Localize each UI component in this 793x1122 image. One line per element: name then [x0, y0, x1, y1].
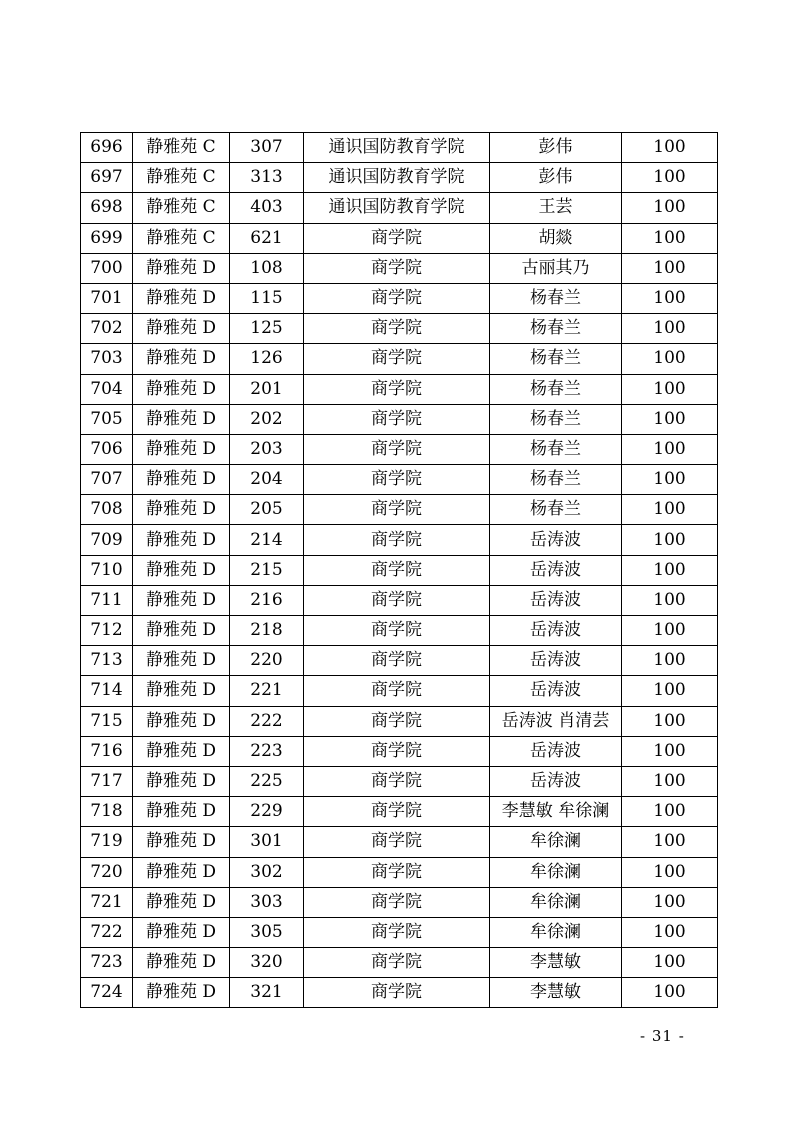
building-cell: 静雅苑 D: [133, 616, 230, 646]
table-row: [81, 465, 718, 495]
building-cell: 静雅苑 D: [133, 948, 230, 978]
school-cell: 商学院: [304, 797, 490, 827]
table-row: [81, 163, 718, 193]
table-row: [81, 616, 718, 646]
row-number-cell: 715: [81, 706, 133, 736]
person-in-charge-cell: 岳涛波 肖清芸: [490, 706, 622, 736]
table-row: [81, 857, 718, 887]
room-number-cell: 301: [230, 827, 304, 857]
school-cell: 商学院: [304, 616, 490, 646]
table-row: [81, 917, 718, 947]
building-cell: 静雅苑 D: [133, 314, 230, 344]
score-cell: 100: [622, 253, 718, 283]
score-cell: 100: [622, 978, 718, 1008]
building-cell: 静雅苑 C: [133, 193, 230, 223]
table-row: [81, 646, 718, 676]
school-cell: 商学院: [304, 827, 490, 857]
row-number-cell: 706: [81, 434, 133, 464]
room-number-cell: 220: [230, 646, 304, 676]
room-number-cell: 204: [230, 465, 304, 495]
person-in-charge-cell: 岳涛波: [490, 616, 622, 646]
table-row: [81, 314, 718, 344]
building-cell: 静雅苑 D: [133, 434, 230, 464]
row-number-cell: 699: [81, 223, 133, 253]
school-cell: 商学院: [304, 253, 490, 283]
school-cell: 商学院: [304, 434, 490, 464]
table-row: [81, 495, 718, 525]
school-cell: 商学院: [304, 344, 490, 374]
score-cell: 100: [622, 344, 718, 374]
room-number-cell: 305: [230, 917, 304, 947]
score-cell: 100: [622, 917, 718, 947]
building-cell: 静雅苑 D: [133, 736, 230, 766]
row-number-cell: 712: [81, 616, 133, 646]
score-cell: 100: [622, 465, 718, 495]
person-in-charge-cell: 杨春兰: [490, 344, 622, 374]
table-row: [81, 525, 718, 555]
table-row: [81, 797, 718, 827]
school-cell: 商学院: [304, 495, 490, 525]
room-number-cell: 214: [230, 525, 304, 555]
score-cell: 100: [622, 283, 718, 313]
person-in-charge-cell: 岳涛波: [490, 736, 622, 766]
row-number-cell: 702: [81, 314, 133, 344]
room-number-cell: 303: [230, 887, 304, 917]
score-cell: 100: [622, 646, 718, 676]
row-number-cell: 714: [81, 676, 133, 706]
row-number-cell: 716: [81, 736, 133, 766]
row-number-cell: 696: [81, 133, 133, 163]
building-cell: 静雅苑 D: [133, 676, 230, 706]
person-in-charge-cell: 杨春兰: [490, 374, 622, 404]
table-row: [81, 223, 718, 253]
score-cell: 100: [622, 857, 718, 887]
score-cell: 100: [622, 948, 718, 978]
score-cell: 100: [622, 616, 718, 646]
person-in-charge-cell: 王芸: [490, 193, 622, 223]
person-in-charge-cell: 杨春兰: [490, 314, 622, 344]
room-number-cell: 307: [230, 133, 304, 163]
building-cell: 静雅苑 D: [133, 827, 230, 857]
row-number-cell: 721: [81, 887, 133, 917]
score-cell: 100: [622, 887, 718, 917]
school-cell: 商学院: [304, 948, 490, 978]
room-number-cell: 218: [230, 616, 304, 646]
building-cell: 静雅苑 C: [133, 223, 230, 253]
person-in-charge-cell: 李慧敏: [490, 978, 622, 1008]
row-number-cell: 719: [81, 827, 133, 857]
table-row: [81, 948, 718, 978]
room-number-cell: 621: [230, 223, 304, 253]
person-in-charge-cell: 杨春兰: [490, 434, 622, 464]
row-number-cell: 720: [81, 857, 133, 887]
school-cell: 商学院: [304, 766, 490, 796]
person-in-charge-cell: 杨春兰: [490, 404, 622, 434]
room-number-cell: 203: [230, 434, 304, 464]
person-in-charge-cell: 牟徐澜: [490, 827, 622, 857]
table-row: [81, 434, 718, 464]
row-number-cell: 704: [81, 374, 133, 404]
school-cell: 商学院: [304, 465, 490, 495]
building-cell: 静雅苑 D: [133, 555, 230, 585]
person-in-charge-cell: 李慧敏: [490, 948, 622, 978]
building-cell: 静雅苑 D: [133, 978, 230, 1008]
person-in-charge-cell: 胡燚: [490, 223, 622, 253]
building-cell: 静雅苑 D: [133, 797, 230, 827]
person-in-charge-cell: 古丽其乃: [490, 253, 622, 283]
table-row: [81, 827, 718, 857]
row-number-cell: 724: [81, 978, 133, 1008]
room-number-cell: 302: [230, 857, 304, 887]
school-cell: 商学院: [304, 706, 490, 736]
room-number-cell: 115: [230, 283, 304, 313]
score-cell: 100: [622, 555, 718, 585]
row-number-cell: 717: [81, 766, 133, 796]
person-in-charge-cell: 牟徐澜: [490, 887, 622, 917]
person-in-charge-cell: 岳涛波: [490, 676, 622, 706]
building-cell: 静雅苑 D: [133, 917, 230, 947]
school-cell: 商学院: [304, 857, 490, 887]
school-cell: 商学院: [304, 676, 490, 706]
room-number-cell: 403: [230, 193, 304, 223]
score-cell: 100: [622, 495, 718, 525]
person-in-charge-cell: 李慧敏 牟徐澜: [490, 797, 622, 827]
row-number-cell: 697: [81, 163, 133, 193]
row-number-cell: 718: [81, 797, 133, 827]
score-cell: 100: [622, 163, 718, 193]
score-cell: 100: [622, 434, 718, 464]
person-in-charge-cell: 牟徐澜: [490, 917, 622, 947]
school-cell: 商学院: [304, 374, 490, 404]
room-number-cell: 313: [230, 163, 304, 193]
school-cell: 商学院: [304, 736, 490, 766]
table-row: [81, 555, 718, 585]
school-cell: 商学院: [304, 555, 490, 585]
dormitory-score-table: [80, 132, 718, 1008]
building-cell: 静雅苑 D: [133, 585, 230, 615]
person-in-charge-cell: 彭伟: [490, 133, 622, 163]
building-cell: 静雅苑 D: [133, 465, 230, 495]
score-cell: 100: [622, 525, 718, 555]
row-number-cell: 703: [81, 344, 133, 374]
score-cell: 100: [622, 797, 718, 827]
person-in-charge-cell: 岳涛波: [490, 766, 622, 796]
school-cell: 商学院: [304, 223, 490, 253]
table-row: [81, 676, 718, 706]
school-cell: 商学院: [304, 646, 490, 676]
row-number-cell: 709: [81, 525, 133, 555]
table-row: [81, 978, 718, 1008]
room-number-cell: 221: [230, 676, 304, 706]
school-cell: 商学院: [304, 917, 490, 947]
table-row: [81, 253, 718, 283]
school-cell: 商学院: [304, 887, 490, 917]
table-row: [81, 404, 718, 434]
building-cell: 静雅苑 D: [133, 283, 230, 313]
row-number-cell: 698: [81, 193, 133, 223]
building-cell: 静雅苑 D: [133, 495, 230, 525]
table-row: [81, 766, 718, 796]
person-in-charge-cell: 岳涛波: [490, 646, 622, 676]
school-cell: 通识国防教育学院: [304, 133, 490, 163]
room-number-cell: 229: [230, 797, 304, 827]
score-cell: 100: [622, 314, 718, 344]
table-row: [81, 887, 718, 917]
score-cell: 100: [622, 736, 718, 766]
score-cell: 100: [622, 706, 718, 736]
school-cell: 商学院: [304, 978, 490, 1008]
school-cell: 商学院: [304, 585, 490, 615]
table-row: [81, 736, 718, 766]
building-cell: 静雅苑 C: [133, 133, 230, 163]
score-cell: 100: [622, 193, 718, 223]
room-number-cell: 108: [230, 253, 304, 283]
person-in-charge-cell: 杨春兰: [490, 283, 622, 313]
room-number-cell: 223: [230, 736, 304, 766]
page-number: - 31 -: [640, 1027, 685, 1045]
table-row: [81, 706, 718, 736]
person-in-charge-cell: 岳涛波: [490, 555, 622, 585]
building-cell: 静雅苑 D: [133, 374, 230, 404]
room-number-cell: 125: [230, 314, 304, 344]
row-number-cell: 708: [81, 495, 133, 525]
score-cell: 100: [622, 676, 718, 706]
row-number-cell: 705: [81, 404, 133, 434]
building-cell: 静雅苑 D: [133, 404, 230, 434]
row-number-cell: 711: [81, 585, 133, 615]
room-number-cell: 225: [230, 766, 304, 796]
building-cell: 静雅苑 D: [133, 525, 230, 555]
school-cell: 商学院: [304, 525, 490, 555]
school-cell: 商学院: [304, 314, 490, 344]
row-number-cell: 710: [81, 555, 133, 585]
school-cell: 商学院: [304, 404, 490, 434]
score-cell: 100: [622, 404, 718, 434]
table-row: [81, 374, 718, 404]
building-cell: 静雅苑 C: [133, 163, 230, 193]
row-number-cell: 722: [81, 917, 133, 947]
row-number-cell: 713: [81, 646, 133, 676]
room-number-cell: 222: [230, 706, 304, 736]
row-number-cell: 701: [81, 283, 133, 313]
room-number-cell: 321: [230, 978, 304, 1008]
table-row: [81, 133, 718, 163]
building-cell: 静雅苑 D: [133, 344, 230, 374]
table-row: [81, 344, 718, 374]
person-in-charge-cell: 岳涛波: [490, 525, 622, 555]
building-cell: 静雅苑 D: [133, 253, 230, 283]
room-number-cell: 216: [230, 585, 304, 615]
person-in-charge-cell: 牟徐澜: [490, 857, 622, 887]
building-cell: 静雅苑 D: [133, 646, 230, 676]
building-cell: 静雅苑 D: [133, 706, 230, 736]
room-number-cell: 126: [230, 344, 304, 374]
room-number-cell: 201: [230, 374, 304, 404]
person-in-charge-cell: 杨春兰: [490, 495, 622, 525]
table-body: [81, 133, 718, 1008]
school-cell: 商学院: [304, 283, 490, 313]
school-cell: 通识国防教育学院: [304, 193, 490, 223]
table-row: [81, 283, 718, 313]
building-cell: 静雅苑 D: [133, 857, 230, 887]
score-cell: 100: [622, 374, 718, 404]
room-number-cell: 320: [230, 948, 304, 978]
person-in-charge-cell: 岳涛波: [490, 585, 622, 615]
score-cell: 100: [622, 827, 718, 857]
person-in-charge-cell: 彭伟: [490, 163, 622, 193]
row-number-cell: 723: [81, 948, 133, 978]
room-number-cell: 205: [230, 495, 304, 525]
room-number-cell: 215: [230, 555, 304, 585]
building-cell: 静雅苑 D: [133, 887, 230, 917]
score-cell: 100: [622, 223, 718, 253]
score-cell: 100: [622, 585, 718, 615]
person-in-charge-cell: 杨春兰: [490, 465, 622, 495]
table-row: [81, 193, 718, 223]
building-cell: 静雅苑 D: [133, 766, 230, 796]
room-number-cell: 202: [230, 404, 304, 434]
row-number-cell: 707: [81, 465, 133, 495]
row-number-cell: 700: [81, 253, 133, 283]
table-row: [81, 585, 718, 615]
score-cell: 100: [622, 766, 718, 796]
score-cell: 100: [622, 133, 718, 163]
school-cell: 通识国防教育学院: [304, 163, 490, 193]
